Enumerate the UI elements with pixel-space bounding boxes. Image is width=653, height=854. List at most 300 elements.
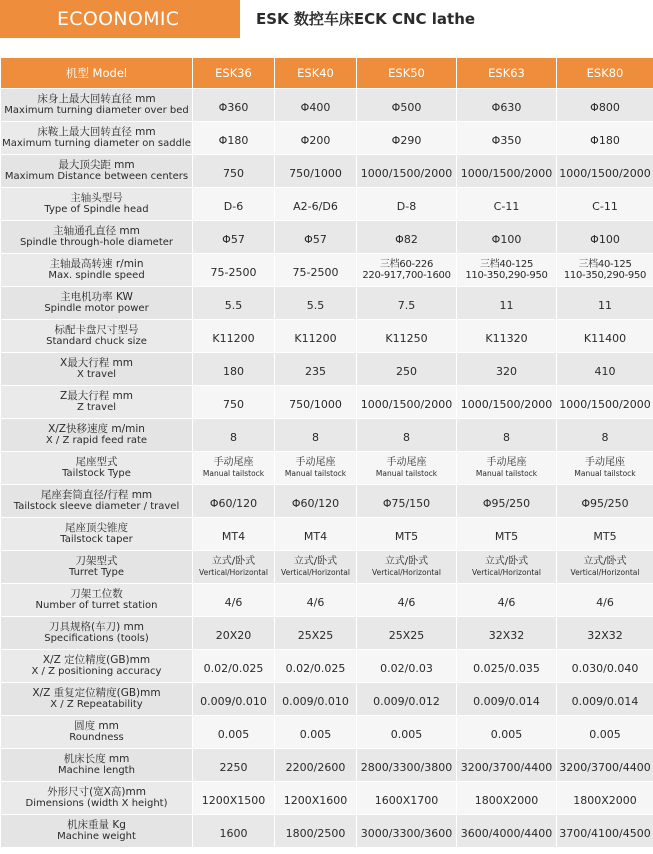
- table-cell: [457, 782, 557, 815]
- cell-value: 1200X1600: [283, 793, 348, 807]
- row-label-en: Maximum turning diameter on saddle: [2, 138, 191, 149]
- cell-value: C-11: [592, 199, 618, 213]
- row-label: [1, 683, 193, 716]
- table-cell: [457, 287, 557, 320]
- table-cell: [357, 287, 457, 320]
- table-cell: [193, 89, 275, 122]
- cell-value-en: Vertical/Horizontal: [570, 568, 640, 577]
- table-cell: [557, 485, 653, 518]
- row-label-zh: 床鞍上最大回转直径 mm: [37, 126, 156, 138]
- row-label-zh: 主轴通孔直径 mm: [53, 225, 140, 237]
- table-cell: [557, 815, 653, 848]
- table-cell: [357, 518, 457, 551]
- table-row: [1, 485, 653, 518]
- table-row: [1, 155, 653, 188]
- table-cell: [457, 815, 557, 848]
- table-cell: [275, 287, 357, 320]
- table-cell: [557, 716, 653, 749]
- cell-value-en: Vertical/Horizontal: [199, 568, 268, 577]
- table-cell: [557, 188, 653, 221]
- cell-value: 4/6: [397, 595, 416, 609]
- table-cell: [457, 155, 557, 188]
- cell-value: MT5: [494, 529, 519, 543]
- row-label-zh: 标配卡盘尺寸型号: [54, 324, 139, 336]
- table-cell: [457, 452, 557, 485]
- cell-value: 4/6: [596, 595, 614, 609]
- row-label: [1, 122, 193, 155]
- cell-value-zh: 手动尾座: [486, 457, 527, 468]
- row-label-en: X / Z rapid feed rate: [45, 435, 148, 446]
- cell-value: K11200: [294, 331, 337, 345]
- row-label: [1, 749, 193, 782]
- cell-value: 1000/1500/2000: [460, 397, 553, 411]
- cell-value: MT4: [303, 529, 328, 543]
- table-cell: [193, 254, 275, 287]
- row-label: [1, 551, 193, 584]
- table-cell: [275, 155, 357, 188]
- table-row: [1, 188, 653, 221]
- table-cell: [457, 254, 557, 287]
- table-cell: [193, 551, 275, 584]
- column-header: 机型 Model: [1, 58, 193, 89]
- table-row: [1, 749, 653, 782]
- cell-value: Φ360: [218, 100, 249, 114]
- table-cell: [357, 155, 457, 188]
- row-label-en: Standard chuck size: [46, 336, 147, 347]
- row-label: [1, 221, 193, 254]
- row-label-zh: X/Z 定位精度(GB)mm: [42, 654, 151, 666]
- row-label-zh: 最大顶尖距 mm: [58, 159, 135, 171]
- cell-value-zh: 手动尾座: [295, 457, 336, 468]
- table-cell: [357, 353, 457, 386]
- cell-value: Φ60/120: [209, 496, 258, 510]
- cell-value: 410: [594, 364, 616, 378]
- table-cell: [193, 650, 275, 683]
- row-label-en: Tailstock sleeve diameter / travel: [13, 501, 180, 512]
- table-cell: [275, 254, 357, 287]
- table-cell: [557, 617, 653, 650]
- table-cell: [457, 749, 557, 782]
- row-label: [1, 254, 193, 287]
- cell-value: 75-2500: [292, 265, 339, 279]
- cell-value: 1600: [219, 826, 248, 840]
- cell-value: 1800X2000: [573, 793, 637, 807]
- cell-value-en: Manual tailstock: [375, 469, 438, 478]
- cell-value: 2800/3300/3800: [360, 760, 453, 774]
- cell-value: 0.005: [490, 727, 523, 741]
- row-label-en: Max. spindle speed: [48, 270, 145, 281]
- cell-value: 20X20: [215, 628, 252, 642]
- cell-value: Φ350: [491, 133, 522, 147]
- row-label-en: Tailstock taper: [60, 534, 133, 545]
- table-row: [1, 584, 653, 617]
- cell-value: 1000/1500/2000: [460, 166, 553, 180]
- cell-value: 0.009/0.014: [473, 694, 540, 708]
- table-cell: [357, 320, 457, 353]
- table-cell: [193, 716, 275, 749]
- table-cell: [193, 782, 275, 815]
- cell-value: 3000/3300/3600: [360, 826, 453, 840]
- table-cell: [275, 320, 357, 353]
- table-cell: [193, 485, 275, 518]
- cell-value-zh: 立式/卧式: [293, 556, 338, 567]
- table-cell: [275, 188, 357, 221]
- table-cell: [557, 782, 653, 815]
- table-cell: [275, 683, 357, 716]
- row-label-zh: 尾座套筒直径/行程 mm: [40, 489, 153, 501]
- table-cell: [557, 122, 653, 155]
- table-cell: [275, 353, 357, 386]
- row-label-zh: X最大行程 mm: [60, 357, 133, 369]
- row-label-en: X / Z positioning accuracy: [31, 666, 162, 677]
- cell-value-en: Manual tailstock: [284, 469, 347, 478]
- table-cell: [457, 683, 557, 716]
- table-cell: [357, 485, 457, 518]
- table-cell: [193, 221, 275, 254]
- row-label: [1, 386, 193, 419]
- row-label-zh: 机床重量 Kg: [67, 819, 126, 831]
- row-label-en: Maximum Distance between centers: [4, 171, 189, 182]
- row-label-zh: 尾座型式: [75, 456, 118, 468]
- cell-value: 0.009/0.014: [571, 694, 639, 708]
- table-cell: [357, 716, 457, 749]
- table-cell: [357, 584, 457, 617]
- table-cell: [193, 815, 275, 848]
- cell-value: K11250: [385, 331, 428, 345]
- cell-value: D-6: [223, 199, 244, 213]
- cell-value: 0.009/0.010: [200, 694, 267, 708]
- cell-value: 8: [503, 430, 510, 444]
- table-cell: [193, 419, 275, 452]
- header: [0, 0, 653, 38]
- table-cell: [357, 749, 457, 782]
- table-cell: [193, 452, 275, 485]
- table-cell: [557, 386, 653, 419]
- table-cell: [357, 221, 457, 254]
- table-cell: [557, 221, 653, 254]
- table-row: [1, 782, 653, 815]
- table-cell: [193, 353, 275, 386]
- table-row: [1, 221, 653, 254]
- table-cell: [557, 320, 653, 353]
- cell-value: 180: [223, 364, 244, 378]
- cell-value-top: 三档40-125: [578, 259, 632, 270]
- table-cell: [357, 782, 457, 815]
- table-cell: [457, 353, 557, 386]
- table-cell: [557, 683, 653, 716]
- cell-value: 0.025/0.035: [473, 661, 540, 675]
- cell-value: 1000/1500/2000: [360, 397, 453, 411]
- cell-value: Φ400: [300, 100, 331, 114]
- table-row: [1, 122, 653, 155]
- table-row: [1, 650, 653, 683]
- table-cell: [457, 386, 557, 419]
- cell-value: 25X25: [388, 628, 425, 642]
- cell-value: 235: [305, 364, 326, 378]
- table-cell: [275, 221, 357, 254]
- row-label: [1, 320, 193, 353]
- cell-value: 8: [403, 430, 410, 444]
- table-row: [1, 452, 653, 485]
- row-label: [1, 650, 193, 683]
- row-label-zh: 主电机功率 KW: [60, 291, 133, 303]
- table-cell: [193, 188, 275, 221]
- table-cell: [357, 650, 457, 683]
- column-header: ESK80: [557, 58, 653, 89]
- table-cell: [357, 551, 457, 584]
- row-label-zh: 主轴头型号: [70, 192, 123, 204]
- row-label: [1, 584, 193, 617]
- row-label-en: Specifications (tools): [44, 633, 149, 644]
- table-cell: [275, 650, 357, 683]
- cell-value: 0.009/0.010: [282, 694, 349, 708]
- row-label-en: Number of turret station: [35, 600, 158, 611]
- cell-value: 2200/2600: [285, 760, 346, 774]
- row-label-zh: 外形尺寸(宽X高)mm: [47, 786, 146, 798]
- table-cell: [357, 188, 457, 221]
- table-row: [1, 815, 653, 848]
- cell-value: Φ180: [590, 133, 620, 147]
- row-label: [1, 485, 193, 518]
- cell-value-bottom: 110-350,290-950: [563, 270, 647, 281]
- row-label: [1, 188, 193, 221]
- cell-value: 4/6: [306, 595, 325, 609]
- row-label-en: X travel: [76, 369, 117, 380]
- table-cell: [193, 584, 275, 617]
- column-header: ESK63: [457, 58, 557, 89]
- table-header-row: [1, 58, 653, 89]
- table-cell: [557, 287, 653, 320]
- cell-value: 3700/4100/4500: [559, 826, 651, 840]
- table-cell: [193, 617, 275, 650]
- table-cell: [357, 419, 457, 452]
- cell-value: 0.005: [217, 727, 250, 741]
- table-cell: [275, 782, 357, 815]
- table-row: [1, 683, 653, 716]
- row-label: [1, 155, 193, 188]
- table-cell: [557, 419, 653, 452]
- table-cell: [357, 815, 457, 848]
- table-cell: [457, 617, 557, 650]
- column-header: ESK36: [193, 58, 275, 89]
- row-label-en: Spindle motor power: [44, 303, 149, 314]
- cell-value-zh: 立式/卧式: [484, 556, 529, 567]
- table-cell: [357, 254, 457, 287]
- cell-value: K11320: [485, 331, 528, 345]
- table-cell: [357, 683, 457, 716]
- table-cell: [557, 518, 653, 551]
- table-row: [1, 617, 653, 650]
- cell-value: 750: [223, 397, 244, 411]
- row-label: [1, 452, 193, 485]
- table-cell: [457, 320, 557, 353]
- cell-value: Φ82: [395, 232, 418, 246]
- cell-value: K11400: [583, 331, 627, 345]
- table-cell: [275, 551, 357, 584]
- row-label-zh: X/Z快移速度 m/min: [48, 423, 145, 435]
- table-cell: [357, 452, 457, 485]
- cell-value-en: Vertical/Horizontal: [472, 568, 541, 577]
- cell-value: 750: [223, 166, 244, 180]
- row-label-en: Turret Type: [69, 567, 124, 578]
- cell-value: Φ180: [218, 133, 249, 147]
- table-cell: [193, 320, 275, 353]
- table-row: [1, 254, 653, 287]
- cell-value-en: Manual tailstock: [475, 469, 538, 478]
- cell-value: 0.009/0.012: [373, 694, 440, 708]
- table-cell: [457, 188, 557, 221]
- table-cell: [275, 452, 357, 485]
- row-label: [1, 716, 193, 749]
- cell-value: Φ57: [222, 232, 245, 246]
- table-cell: [275, 386, 357, 419]
- table-cell: [457, 716, 557, 749]
- cell-value: 32X32: [587, 628, 623, 642]
- table-row: [1, 353, 653, 386]
- page-title: ESK 数控车床ECK CNC lathe: [256, 10, 476, 28]
- column-header: ESK50: [357, 58, 457, 89]
- cell-value: Φ57: [304, 232, 327, 246]
- cell-value: 1800X2000: [474, 793, 539, 807]
- cell-value: MT5: [593, 529, 617, 543]
- cell-value: Φ100: [491, 232, 522, 246]
- cell-value: 1000/1500/2000: [559, 166, 651, 180]
- cell-value: 5.5: [224, 298, 243, 312]
- table-cell: [275, 584, 357, 617]
- row-label-zh: 机床长度 mm: [63, 753, 130, 765]
- table-cell: [557, 749, 653, 782]
- table-body: [1, 89, 653, 848]
- cell-value: Φ95/250: [482, 496, 531, 510]
- cell-value: 2250: [219, 760, 248, 774]
- table-cell: [557, 584, 653, 617]
- row-label-zh: Z最大行程 mm: [60, 390, 133, 402]
- cell-value: 1800/2500: [285, 826, 346, 840]
- table-cell: [357, 617, 457, 650]
- row-label-zh: 刀架型式: [75, 555, 118, 567]
- row-label-zh: 刀具规格(车刀) mm: [49, 621, 144, 633]
- cell-value: Φ100: [590, 232, 620, 246]
- row-label-en: Dimensions (width X height): [25, 798, 168, 809]
- cell-value-zh: 立式/卧式: [211, 556, 256, 567]
- table-cell: [457, 485, 557, 518]
- table-cell: [557, 155, 653, 188]
- table-row: [1, 551, 653, 584]
- cell-value: 32X32: [488, 628, 525, 642]
- cell-value: 750/1000: [289, 397, 342, 411]
- row-label-en: Spindle through-hole diameter: [19, 237, 174, 248]
- cell-value: MT4: [221, 529, 246, 543]
- cell-value-top: 三档40-125: [479, 259, 534, 270]
- table-cell: [457, 518, 557, 551]
- row-label-en: X / Z Repeatability: [50, 699, 143, 710]
- cell-value: 0.005: [589, 727, 621, 741]
- cell-value: Φ290: [391, 133, 422, 147]
- table-cell: [457, 89, 557, 122]
- row-label-en: Type of Spindle head: [44, 204, 149, 215]
- brand-banner: ECOONOMIC: [0, 0, 240, 38]
- table-cell: [193, 386, 275, 419]
- cell-value: 0.02/0.025: [203, 661, 264, 675]
- cell-value: 1600X1700: [374, 793, 439, 807]
- table-row: [1, 320, 653, 353]
- cell-value: 25X25: [297, 628, 334, 642]
- cell-value-en: Vertical/Horizontal: [281, 568, 350, 577]
- cell-value-en: Vertical/Horizontal: [372, 568, 441, 577]
- cell-value-zh: 立式/卧式: [384, 556, 429, 567]
- table-row: [1, 89, 653, 122]
- table-cell: [557, 551, 653, 584]
- row-label-en: Tailstock Type: [62, 468, 131, 479]
- row-label-en: Machine weight: [57, 831, 136, 842]
- row-label: [1, 353, 193, 386]
- row-label: [1, 518, 193, 551]
- cell-value: 320: [496, 364, 517, 378]
- cell-value: Φ95/250: [581, 496, 629, 510]
- cell-value: D-8: [396, 199, 417, 213]
- table-cell: [457, 551, 557, 584]
- table-cell: [275, 815, 357, 848]
- row-label: [1, 89, 193, 122]
- row-label-zh: X/Z 重复定位精度(GB)mm: [32, 687, 161, 699]
- table-row: [1, 287, 653, 320]
- row-label: [1, 617, 193, 650]
- cell-value-zh: 手动尾座: [585, 457, 625, 468]
- row-label-zh: 主轴最高转速 r/min: [49, 258, 144, 270]
- cell-value: 1000/1500/2000: [559, 397, 651, 411]
- cell-value: 250: [396, 364, 417, 378]
- table-cell: [557, 353, 653, 386]
- cell-value: 11: [499, 298, 514, 312]
- table-cell: [457, 650, 557, 683]
- cell-value-bottom: 220-917,700-1600: [362, 270, 451, 281]
- cell-value-top: 三档60-226: [379, 259, 434, 270]
- table-cell: [275, 122, 357, 155]
- table-row: [1, 386, 653, 419]
- cell-value: 0.005: [390, 727, 423, 741]
- cell-value: 3200/3700/4400: [559, 760, 651, 774]
- cell-value: Φ800: [590, 100, 620, 114]
- table-cell: [193, 287, 275, 320]
- row-label-en: Z travel: [76, 402, 117, 413]
- row-label-en: Roundness: [69, 732, 124, 743]
- row-label-en: Maximum turning diameter over bed: [4, 105, 189, 116]
- cell-value: 8: [230, 430, 237, 444]
- row-label: [1, 419, 193, 452]
- table-row: [1, 518, 653, 551]
- cell-value: 0.02/0.03: [380, 661, 433, 675]
- table-cell: [193, 122, 275, 155]
- cell-value: 11: [598, 298, 612, 312]
- cell-value: 0.02/0.025: [285, 661, 346, 675]
- table-cell: [557, 650, 653, 683]
- table-cell: [275, 617, 357, 650]
- cell-value: 4/6: [497, 595, 516, 609]
- cell-value-zh: 手动尾座: [213, 457, 254, 468]
- cell-value: 5.5: [306, 298, 325, 312]
- table-row: [1, 716, 653, 749]
- cell-value-en: Manual tailstock: [202, 469, 265, 478]
- cell-value: 1200X1500: [201, 793, 266, 807]
- cell-value-zh: 手动尾座: [386, 457, 427, 468]
- table-cell: [275, 89, 357, 122]
- cell-value: Φ60/120: [291, 496, 340, 510]
- row-label: [1, 287, 193, 320]
- table-cell: [457, 584, 557, 617]
- table-cell: [193, 749, 275, 782]
- cell-value: 8: [601, 430, 609, 444]
- table-cell: [357, 89, 457, 122]
